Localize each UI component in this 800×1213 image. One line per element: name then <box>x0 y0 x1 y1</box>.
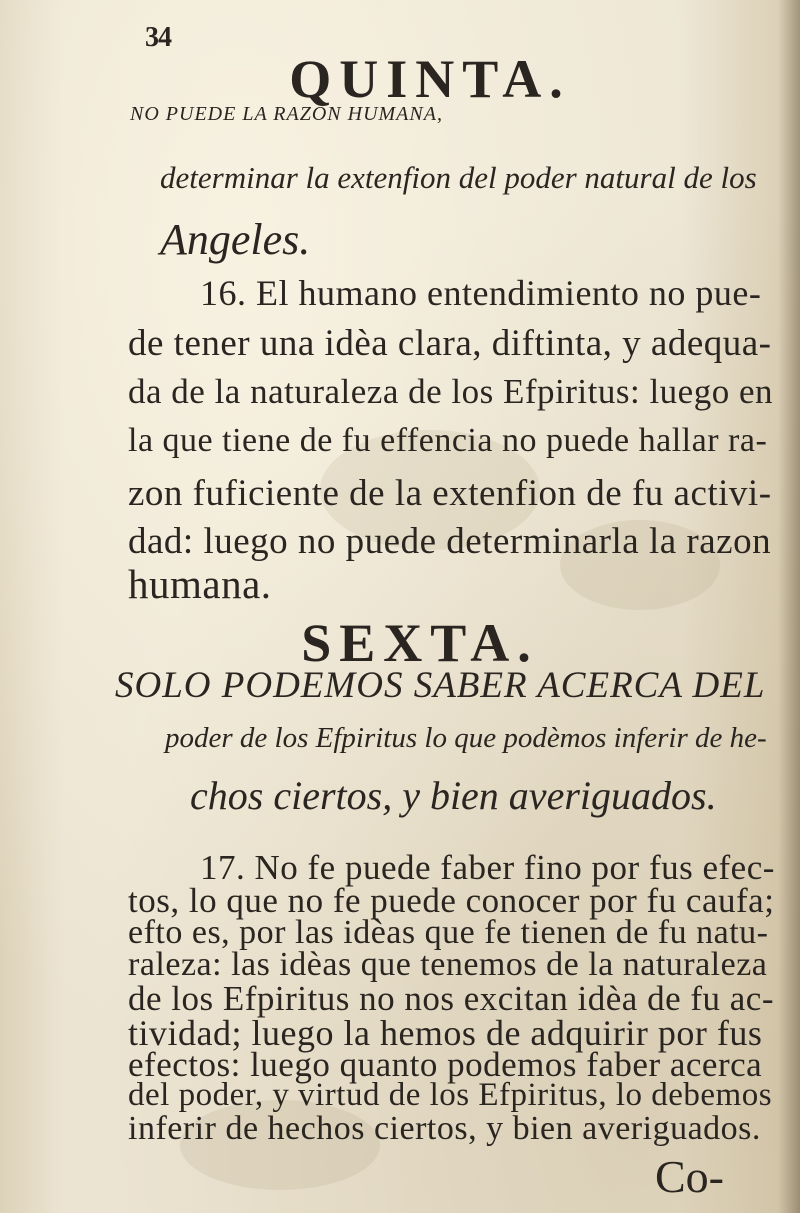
body-line: de los Efpiritus no nos excitan idèa de fu ac- <box>128 979 774 1018</box>
section-heading-quinta: NO PUEDE LA RAZON HUMANA, <box>130 103 443 125</box>
section-summary-line: Angeles. <box>160 215 311 264</box>
body-line: la que tiene de fu effencia no puede hallar ra- <box>128 422 768 459</box>
body-line: tos, lo que no fe puede conocer por fu caufa; <box>128 881 775 920</box>
body-line: del poder, y virtud de los Efpiritus, lo debemos <box>128 1077 773 1113</box>
body-line: raleza: las idèas que tenemos de la naturaleza <box>128 946 768 983</box>
body-line: zon fuficiente de la extenfion de fu activi- <box>128 473 772 514</box>
body-line: efto es, por las idèas que fe tienen de fu natu- <box>128 914 769 951</box>
body-line: humana. <box>128 561 272 607</box>
page-number: 34 <box>145 22 171 53</box>
body-line: 17. No fe puede faber fino por fus efec- <box>200 848 775 887</box>
body-line: tividad; luego la hemos de adquirir por fus <box>128 1013 763 1053</box>
body-line: de tener una idèa clara, diftinta, y adequa- <box>128 323 772 364</box>
section-title-quinta: QUINTA. <box>289 49 571 109</box>
body-line: da de la naturaleza de los Efpiritus: luego en <box>128 372 773 411</box>
catchword: Co- <box>655 1151 724 1202</box>
body-line: inferir de hechos ciertos, y bien averiguados. <box>128 1110 761 1147</box>
section-title-sexta: SEXTA. <box>301 613 539 673</box>
section-summary-line: poder de los Efpiritus lo que podèmos inferir de he- <box>165 722 767 754</box>
section-summary-line: determinar la extenfion del poder natural de los <box>160 160 757 195</box>
body-line: efectos: luego quanto podemos faber acerca <box>128 1045 763 1084</box>
body-line: dad: luego no puede determinarla la razon <box>128 521 772 562</box>
section-heading-sexta: SOLO PODEMOS SABER ACERCA DEL <box>115 665 766 706</box>
section-summary-line: chos ciertos, y bien averiguados. <box>190 773 717 818</box>
body-line: 16. El humano entendimiento no pue- <box>200 273 762 313</box>
page-edge-shadow <box>778 0 800 1213</box>
